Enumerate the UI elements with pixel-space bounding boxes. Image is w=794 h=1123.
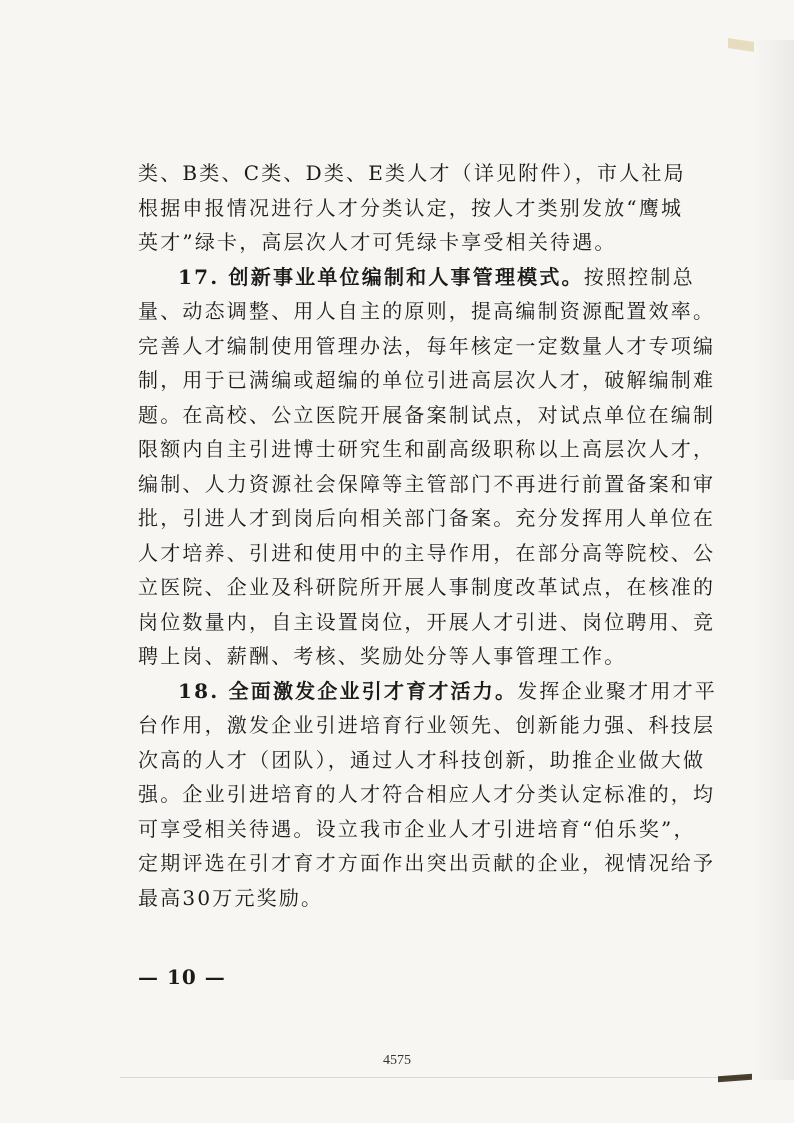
footer-number: 4575 — [383, 1053, 411, 1068]
scan-shadow — [754, 40, 794, 1080]
bottom-rule — [120, 1077, 750, 1078]
section-18-heading-line: 18. 全面激发企业引才育才活力。发挥企业聚才用才平 — [178, 678, 717, 703]
section-17-heading: 17. 创新事业单位编制和人事管理模式。 — [178, 264, 584, 289]
text-line: 台作用，激发企业引进培育行业领先、创新能力强、科技层 — [138, 713, 716, 737]
text-line: 完善人才编制使用管理办法，每年核定一定数量人才专项编 — [138, 333, 716, 358]
text-line: 强。企业引进培育的人才符合相应人才分类认定标准的，均 — [138, 782, 716, 806]
text-line: 聘上岗、薪酬、考核、奖励处分等人事管理工作。 — [138, 644, 627, 668]
text-line: 批，引进人才到岗后向相关部门备案。充分发挥用人单位在 — [138, 506, 716, 530]
text-line: 量、动态调整、用人自主的原则，提高编制资源配置效率。 — [138, 299, 716, 323]
body-text — [138, 156, 717, 915]
text-line: 编制、人力资源社会保障等主管部门不再进行前置备案和审 — [138, 471, 716, 496]
text-line: 定期评选在引才育才方面作出突出贡献的企业，视情况给予 — [138, 851, 716, 875]
text-line: 根据申报情况进行人才分类认定，按人才类别发放“鹰城 — [138, 195, 684, 220]
text-line: 岗位数量内，自主设置岗位，开展人才引进、岗位聘用、竞 — [138, 609, 716, 634]
text-line: 立医院、企业及科研院所开展人事制度改革试点，在核准的 — [138, 575, 716, 599]
scan-corner-mark-top — [728, 38, 754, 52]
section-17-heading-line: 17. 创新事业单位编制和人事管理模式。按照控制总 — [178, 264, 695, 289]
scan-corner-mark-bottom — [718, 1074, 752, 1082]
text-line: 人才培养、引进和使用中的主导作用，在部分高等院校、公 — [138, 540, 716, 565]
text-line: 可享受相关待遇。设立我市企业人才引进培育“伯乐奖”， — [138, 816, 696, 841]
text-line: 类、B类、C类、D类、E类人才（详见附件），市人社局 — [138, 161, 686, 185]
text-line: 最高30万元奖励。 — [138, 885, 324, 910]
page-number: — 10 — — [138, 965, 226, 989]
text-line: 限额内自主引进博士研究生和副高级职称以上高层次人才， — [138, 437, 716, 461]
text-line: 次高的人才（团队），通过人才科技创新，助推企业做大做 — [138, 747, 706, 772]
text-line: 题。在高校、公立医院开展备案制试点，对试点单位在编制 — [138, 402, 716, 427]
section-18-heading: 18. 全面激发企业引才育才活力。 — [178, 678, 518, 703]
text-line: 制，用于已满编或超编的单位引进高层次人才，破解编制难 — [138, 368, 716, 392]
text-line: 英才”绿卡，高层次人才可凭绿卡享受相关待遇。 — [138, 230, 617, 254]
